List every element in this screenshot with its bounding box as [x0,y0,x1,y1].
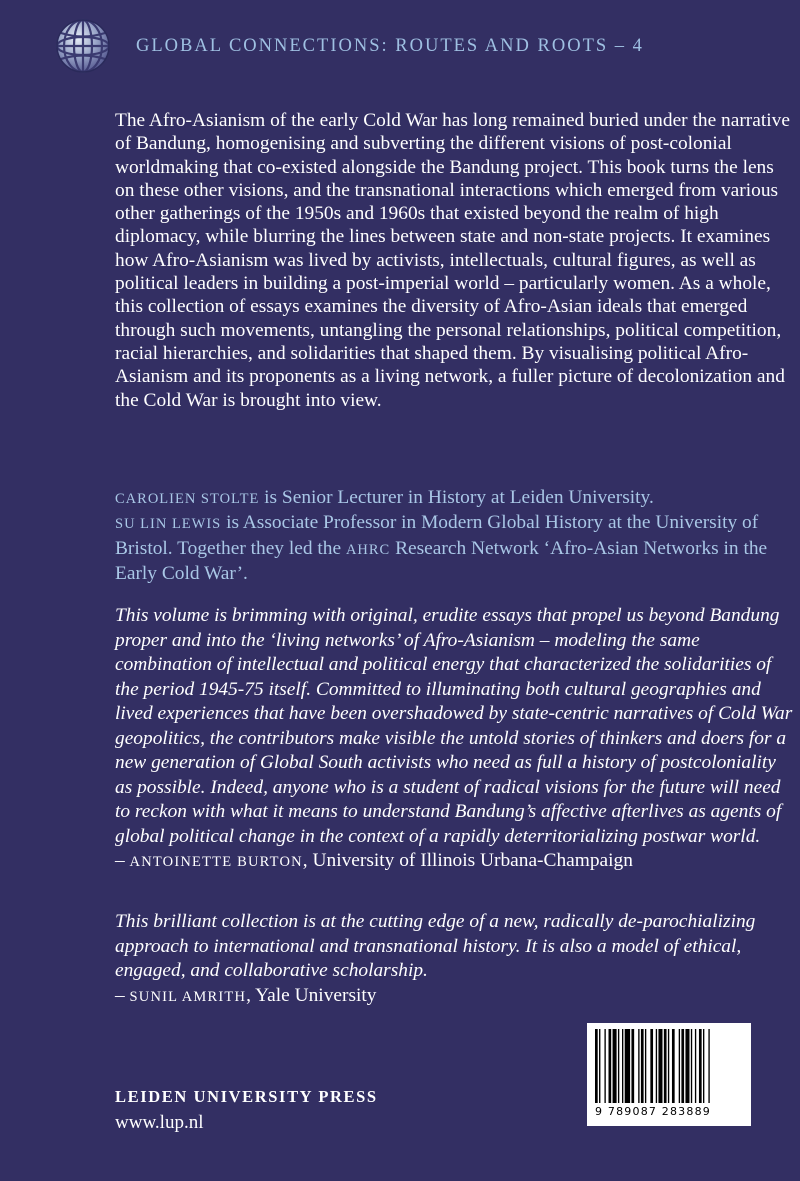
publisher-website[interactable]: www.lup.nl [115,1112,204,1133]
endorsement-text: This volume is brimming with original, erudite essays that propel us beyond Bandung proper and into the ‘living networks’ of Afro-Asianism – modeling the same combination of intellectual and political energy that characterized the solidarities of the period 1945-75 itself. Committed to illuminating both cultural geographies and lived experiences that have been overshadowed by state-centric narratives of Cold War geopolitics, the contributors make visible the untold stories of thinkers and doers for a new generation of Global South activists who need as full a history of postcoloniality as possible. Indeed, anyone who is a student of radical visions for the future will need to reckon with what it means to understand Bandung’s affective afterlives as agents of global political change in the context of a rapidly deterritorializing postwar world. [115,605,793,847]
barcode-bar [618,1029,619,1103]
globe-icon [55,18,111,74]
barcode-bar [695,1029,696,1103]
attribution-dash: – [115,850,130,871]
publisher-name: LEIDEN UNIVERSITY PRESS [115,1087,378,1106]
endorser-affiliation: , Yale University [246,984,377,1006]
barcode-bar [604,1029,605,1103]
barcode-bar [664,1029,667,1103]
barcode-bar [625,1029,630,1103]
barcode-bar [672,1029,675,1103]
author-bio [115,486,795,585]
book-description: The Afro-Asianism of the early Cold War has long remained buried under the narrative of Bandung, homogenising and subverting the different visions of post-colonial worldmaking that co-existed alongside the Bandung project. This book turns the lens on these other visions, and the transnational interactions which emerged from various other gatherings of the 1950s and 1960s that existed beyond the realm of high diplomacy, while blurring the lines between state and non-state projects. It examines how Afro-Asianism was lived by activists, intellectuals, cultural figures, as well as political leaders in building a post-imperial world – particularly women. As a whole, this collection of essays examines the diversity of Afro-Asian ideals that emerged through such movements, untangling the personal relationships, political competition, racial hierarchies, and solidarities that shaped them. By visualising political Afro-Asianism and its proponents as a living network, a fuller picture of decolonization and the Cold War is brought into view. [115,110,790,411]
endorsement-attribution [115,850,633,871]
barcode-bar [622,1029,623,1103]
barcode-bar [699,1029,702,1103]
barcode-bar [681,1029,684,1103]
barcode-bar [703,1029,704,1103]
author-bio-text: is Associate Professor in Modern Global History at the University of Bristol. Together they led the [115,512,759,559]
barcode-bars [593,1029,745,1103]
barcode-bar [599,1029,600,1103]
endorser-name: SUNIL AMRITH [129,988,247,1005]
endorser-name: ANTOINETTE BURTON [129,854,303,870]
endorsement [115,910,795,1009]
barcode-bar [609,1029,612,1103]
author-bio-text: is Senior Lecturer in History at Leiden University. [259,487,654,508]
barcode-bar [631,1029,634,1103]
barcode-bar [708,1029,709,1103]
barcode-bar [645,1029,646,1103]
barcode-bar [679,1029,680,1103]
endorser-affiliation: , University of Illinois Urbana-Champaign [302,850,633,871]
barcode-bar [638,1029,639,1103]
author-name: CAROLIEN STOLTE [115,491,260,507]
barcode-bar [685,1029,689,1103]
barcode-bar [613,1029,617,1103]
author-name: SU LIN LEWIS [115,516,222,533]
barcode-bar [595,1029,598,1103]
barcode-bar [658,1029,662,1103]
isbn-digits: 9 789087 283889 [595,1105,711,1118]
endorsement-attribution [115,985,376,1006]
barcode-bar [668,1029,669,1103]
endorsement-text: This brilliant collection is at the cutting edge of a new, radically de-parochializing approach to international and transnational history. It is also a model of ethical, engaged, and collaborative scholarship. [115,911,756,981]
attribution-dash: – [115,984,130,1006]
barcode-bar [691,1029,692,1103]
barcode-bar [650,1029,653,1103]
barcode-bar [641,1029,644,1103]
network-abbreviation: AHRC [345,541,391,558]
barcode-bar [656,1029,657,1103]
network-text: Research Network ‘Afro-Asian Networks in the Early Cold War’. [115,537,768,584]
endorsement [115,604,795,875]
barcode [587,1023,751,1126]
series-title: GLOBAL CONNECTIONS: ROUTES AND ROOTS – 4 [136,36,644,56]
